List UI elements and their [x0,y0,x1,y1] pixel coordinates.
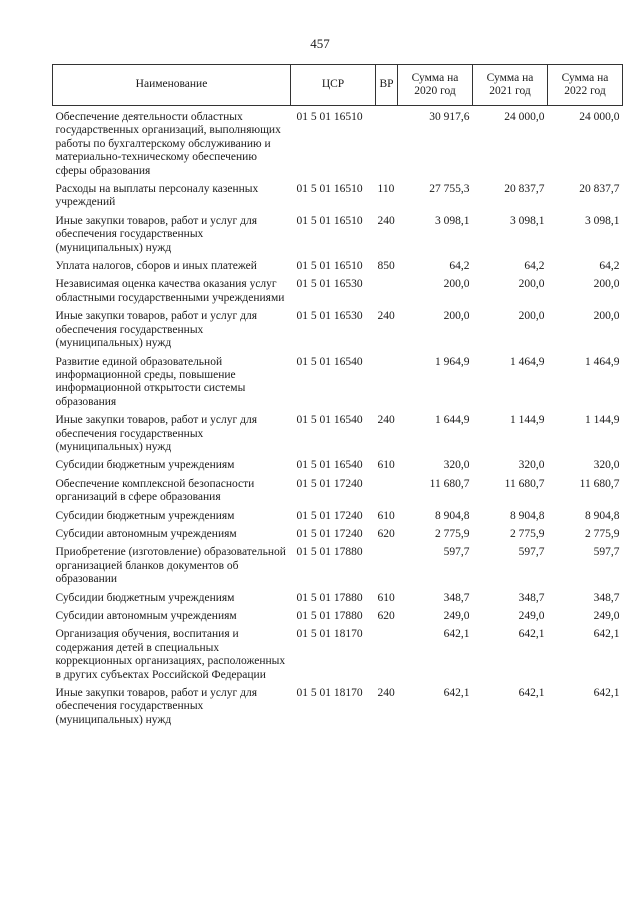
cell-sum-2022: 2 775,9 [585,527,620,540]
cell-name: Обеспечение комплексной безопасности организаций в сфере образования [55,477,255,504]
table-row [53,473,623,505]
cell-sum-2020: 30 917,6 [429,111,470,123]
cell-vr: 240 [377,214,395,227]
cell-csr: 01 5 01 17240 [296,477,363,490]
cell-sum-2022: 642,1 [593,687,620,700]
cell-sum-2022: 11 680,7 [579,477,620,490]
cell-csr: 01 5 01 16530 [296,278,363,291]
cell-sum-2021: 24 000,0 [504,111,545,123]
table-row [53,351,623,410]
cell-sum-2020: 8 904,8 [435,509,470,522]
cell-sum-2020: 249,0 [443,610,470,622]
cell-csr: 01 5 01 16510 [296,183,363,196]
cell-csr: 01 5 01 17240 [296,527,363,540]
cell-csr: 01 5 01 16540 [296,459,363,472]
cell-csr: 01 5 01 16510 [296,111,363,123]
table-row [53,523,623,541]
cell-csr: 01 5 01 16540 [296,414,363,427]
cell-vr [376,541,398,586]
cell-name: Субсидии бюджетным учреждениям [55,509,235,522]
cell-sum-2022: 200,0 [593,278,620,291]
cell-vr: 240 [377,414,395,427]
cell-sum-2022: 320,0 [593,459,620,472]
cell-sum-2020: 3 098,1 [435,214,470,227]
table-body [53,106,623,728]
cell-sum-2020: 597,7 [443,546,470,559]
cell-csr: 01 5 01 16510 [296,214,363,227]
cell-sum-2020: 1 644,9 [435,414,470,427]
cell-sum-2021: 642,1 [518,628,545,641]
table-row [53,305,623,350]
table-row [53,605,623,623]
cell-vr: 110 [377,183,395,196]
cell-name: Расходы на выплаты персоналу казенных учреждений [55,183,259,209]
cell-sum-2022: 200,0 [593,310,620,323]
cell-csr: 01 5 01 16510 [296,260,363,273]
table-row [53,255,623,273]
cell-vr: 610 [377,509,395,522]
cell-sum-2021: 11 680,7 [504,477,545,490]
cell-vr [376,273,398,305]
table-row [53,106,623,179]
cell-sum-2021: 249,0 [518,610,545,622]
cell-sum-2021: 1 144,9 [510,414,545,427]
budget-table [52,64,623,727]
cell-vr: 850 [377,260,395,273]
cell-vr: 240 [377,687,395,700]
cell-sum-2021: 200,0 [518,310,545,323]
cell-sum-2022: 348,7 [593,591,620,604]
cell-sum-2021: 64,2 [524,260,545,273]
cell-sum-2021: 200,0 [518,278,545,291]
cell-sum-2022: 24 000,0 [579,111,620,123]
cell-sum-2020: 11 680,7 [429,477,470,490]
cell-sum-2022: 1 464,9 [585,355,620,368]
cell-csr: 01 5 01 16530 [296,310,363,323]
cell-sum-2022: 3 098,1 [585,214,620,227]
table-row [53,178,623,210]
cell-sum-2021: 348,7 [518,591,545,604]
cell-name: Субсидии бюджетным учреждениям [55,459,235,472]
cell-sum-2021: 1 464,9 [510,355,545,368]
cell-sum-2020: 64,2 [449,260,470,273]
header-name: Наименование [53,65,291,106]
table-row [53,505,623,523]
cell-name: Иные закупки товаров, работ и услуг для обеспечения государственных (муниципальных) нужд [55,687,257,726]
cell-sum-2020: 348,7 [443,591,470,604]
cell-vr [376,623,398,682]
table-row [53,454,623,472]
cell-sum-2022: 8 904,8 [585,509,620,522]
cell-sum-2021: 20 837,7 [504,183,545,196]
table-row [53,210,623,255]
header-row [53,65,623,106]
cell-vr: 610 [377,459,395,472]
cell-name: Иные закупки товаров, работ и услуг для обеспечения государственных (муниципальных) нужд [55,414,257,453]
page-number: 457 [310,36,330,51]
cell-sum-2020: 642,1 [443,628,470,641]
header-csr: ЦСР [291,65,376,106]
table-row [53,587,623,605]
table-row [53,541,623,586]
cell-name: Субсидии автономным учреждениям [55,527,237,540]
cell-name: Субсидии автономным учреждениям [55,610,237,622]
cell-sum-2021: 3 098,1 [510,214,545,227]
cell-sum-2022: 597,7 [593,546,620,559]
cell-vr: 620 [377,527,395,540]
cell-vr [376,473,398,505]
cell-name: Приобретение (изготовление) образовательной организацией бланков документов об образовании [55,546,286,586]
cell-sum-2020: 27 755,3 [429,183,470,196]
header-sum-2021: Сумма на 2021 год [473,65,548,106]
cell-sum-2021: 320,0 [518,459,545,472]
cell-name: Организация обучения, воспитания и содержания детей в специальных коррекционных организациях, расположенных в других субъектах Российской Федерации [55,628,286,681]
cell-name: Уплата налогов, сборов и иных платежей [55,260,257,273]
cell-sum-2022: 642,1 [593,628,620,641]
cell-sum-2020: 642,1 [443,687,470,700]
cell-vr [376,106,398,179]
cell-csr: 01 5 01 17880 [296,610,363,622]
cell-name: Субсидии бюджетным учреждениям [55,591,235,604]
cell-csr: 01 5 01 18170 [296,628,363,641]
header-vr: ВР [376,65,398,106]
cell-vr [376,351,398,410]
cell-csr: 01 5 01 17240 [296,509,363,522]
cell-sum-2020: 320,0 [443,459,470,472]
cell-name: Обеспечение деятельности областных государственных организаций, выполняющих работы по бухгалтерскому обслуживанию и материально-техническому обеспечению сферы образования [55,111,281,177]
cell-vr: 620 [377,610,395,622]
cell-sum-2022: 20 837,7 [579,183,620,196]
cell-csr: 01 5 01 17880 [296,546,363,559]
cell-name: Развитие единой образовательной информационной среды, повышение информационной открытости системы образования [55,355,246,408]
table-row [53,623,623,682]
table-header [53,65,623,106]
cell-name: Независимая оценка качества оказания услуг областными государственными учреждениями [55,278,285,304]
cell-sum-2020: 200,0 [443,278,470,291]
cell-sum-2021: 597,7 [518,546,545,559]
cell-name: Иные закупки товаров, работ и услуг для обеспечения государственных (муниципальных) нужд [55,214,257,254]
cell-csr: 01 5 01 16540 [296,355,363,368]
cell-sum-2022: 249,0 [593,610,620,622]
cell-sum-2020: 2 775,9 [435,527,470,540]
cell-sum-2021: 2 775,9 [510,527,545,540]
cell-vr: 610 [377,591,395,604]
cell-name: Иные закупки товаров, работ и услуг для обеспечения государственных (муниципальных) нужд [55,310,257,350]
cell-sum-2021: 8 904,8 [510,509,545,522]
cell-sum-2020: 1 964,9 [435,355,470,368]
table-row [53,682,623,727]
cell-csr: 01 5 01 18170 [296,687,363,700]
cell-sum-2022: 64,2 [599,260,620,273]
table-row [53,273,623,305]
cell-vr: 240 [377,310,395,323]
header-sum-2022: Сумма на 2022 год [548,65,623,106]
cell-sum-2021: 642,1 [518,687,545,700]
cell-sum-2020: 200,0 [443,310,470,323]
cell-csr: 01 5 01 17880 [296,591,363,604]
header-sum-2020: Сумма на 2020 год [398,65,473,106]
table-row [53,409,623,454]
cell-sum-2022: 1 144,9 [585,414,620,427]
